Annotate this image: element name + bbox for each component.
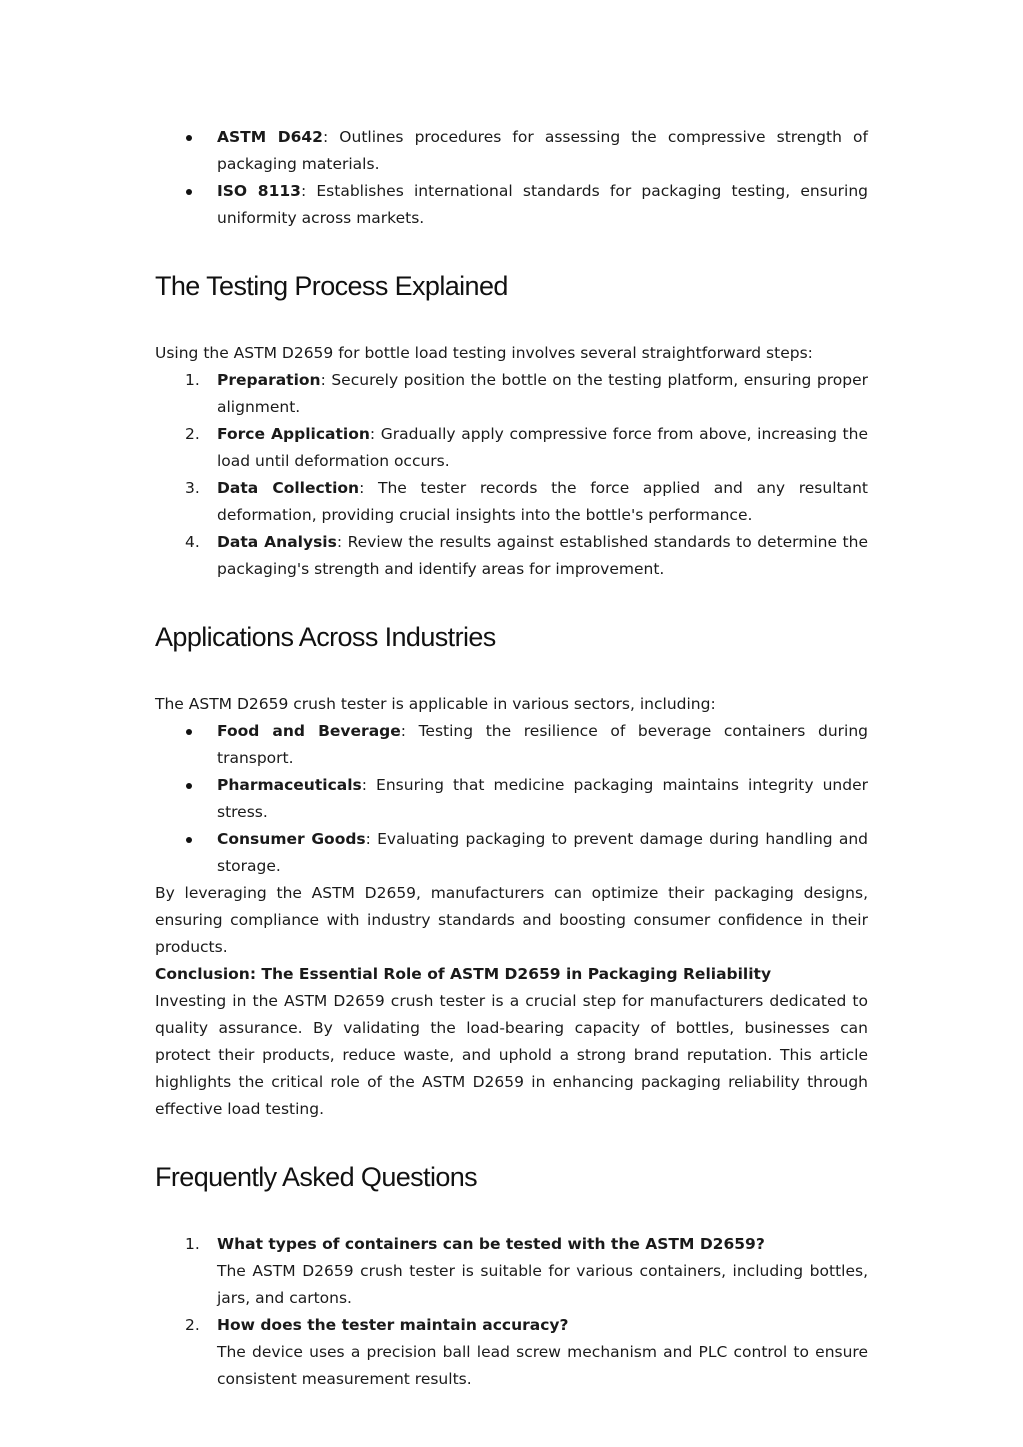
- document-page: [155, 122, 868, 1393]
- applications-summary: By leveraging the ASTM D2659, manufacturers can optimize their packaging designs, ensuring compliance with industry standards and boosting consumer confidence in their products.: [155, 884, 868, 956]
- list-item: [155, 772, 868, 826]
- list-number: 4.: [185, 533, 200, 551]
- standards-list: [155, 124, 868, 232]
- list-item-text: : The tester records the force applied and any resultant deformation, providing crucial insights into the bottle's performance.: [217, 479, 868, 524]
- list-item-term: ISO 8113: [217, 182, 301, 200]
- list-item-term: Pharmaceuticals: [217, 776, 362, 794]
- section-heading-testing-process: The Testing Process Explained: [155, 271, 508, 301]
- list-item: [155, 475, 868, 529]
- testing-process-intro: Using the ASTM D2659 for bottle load testing involves several straightforward steps:: [155, 344, 813, 362]
- list-item: [155, 421, 868, 475]
- list-item: [155, 718, 868, 772]
- bullet-icon: [186, 189, 192, 195]
- list-item-term: Data Analysis: [217, 533, 337, 551]
- list-item-term: Food and Beverage: [217, 722, 401, 740]
- faq-answer: The device uses a precision ball lead screw mechanism and PLC control to ensure consistent measurement results.: [217, 1343, 868, 1388]
- list-item-text: : Gradually apply compressive force from above, increasing the load until deformation occurs.: [217, 425, 868, 470]
- list-item-term: Force Application: [217, 425, 370, 443]
- faq-question: How does the tester maintain accuracy?: [217, 1316, 569, 1334]
- list-item-text: : Testing the resilience of beverage containers during transport.: [217, 722, 868, 767]
- testing-steps-list: [155, 367, 868, 583]
- list-item-text: : Outlines procedures for assessing the compressive strength of packaging materials.: [217, 128, 868, 173]
- conclusion-title: Conclusion: The Essential Role of ASTM D2659 in Packaging Reliability: [155, 965, 772, 983]
- bullet-icon: [186, 729, 192, 735]
- list-item-term: Preparation: [217, 371, 321, 389]
- section-heading-faq: Frequently Asked Questions: [155, 1162, 478, 1192]
- faq-question: What types of containers can be tested with the ASTM D2659?: [217, 1235, 765, 1253]
- list-number: 3.: [185, 479, 200, 497]
- list-item-term: ASTM D642: [217, 128, 323, 146]
- faq-list: [155, 1231, 868, 1393]
- applications-intro: The ASTM D2659 crush tester is applicable in various sectors, including:: [155, 695, 716, 713]
- section-heading-applications: Applications Across Industries: [155, 622, 496, 652]
- applications-list: [155, 718, 868, 880]
- list-number: 1.: [185, 371, 200, 389]
- list-number: 2.: [185, 425, 200, 443]
- bullet-icon: [186, 135, 192, 141]
- list-item-term: Consumer Goods: [217, 830, 366, 848]
- conclusion-text: Investing in the ASTM D2659 crush tester is a crucial step for manufacturers dedicated to quality assurance. By validating the load-bearing capacity of bottles, businesses can protect their products, reduce waste, and uphold a strong brand reputation. This article highlights the critical role of the ASTM D2659 in enhancing packaging reliability through effective load testing.: [155, 992, 868, 1118]
- list-item-text: : Evaluating packaging to prevent damage during handling and storage.: [217, 830, 868, 875]
- faq-answer: The ASTM D2659 crush tester is suitable for various containers, including bottles, jars, and cartons.: [217, 1262, 868, 1307]
- list-number: 2.: [185, 1316, 200, 1334]
- list-item: [155, 124, 868, 178]
- list-item-text: : Establishes international standards for packaging testing, ensuring uniformity across markets.: [217, 182, 868, 227]
- bullet-icon: [186, 783, 192, 789]
- faq-item: [155, 1312, 868, 1393]
- list-item: [155, 826, 868, 880]
- bullet-icon: [186, 837, 192, 843]
- list-number: 1.: [185, 1235, 200, 1253]
- list-item-text: : Review the results against established standards to determine the packaging's strength and identify areas for improvement.: [217, 533, 868, 578]
- list-item: [155, 178, 868, 232]
- list-item-text: : Securely position the bottle on the testing platform, ensuring proper alignment.: [217, 371, 868, 416]
- list-item: [155, 367, 868, 421]
- faq-item: [155, 1231, 868, 1312]
- list-item: [155, 529, 868, 583]
- list-item-term: Data Collection: [217, 479, 360, 497]
- list-item-text: : Ensuring that medicine packaging maintains integrity under stress.: [217, 776, 868, 821]
